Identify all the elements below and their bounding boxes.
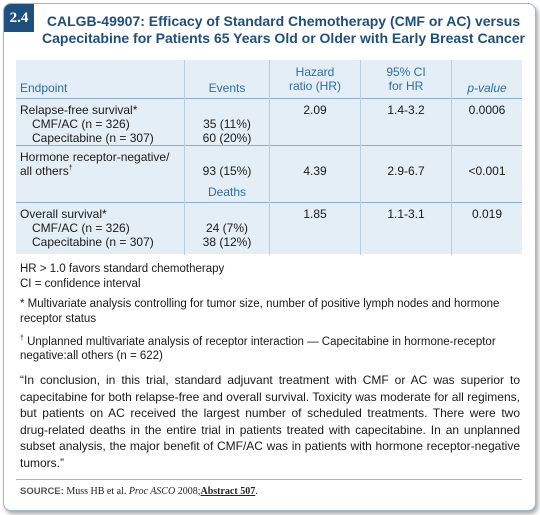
rfs-ci: 1.4-3.2 <box>361 99 452 146</box>
rfs-events <box>185 99 270 146</box>
rfs-arm2-events: 60 (20%) <box>202 131 252 145</box>
header-ci-line1: 95% CI <box>386 65 426 79</box>
hrneg-pvalue: <0.001 <box>452 146 523 183</box>
hrneg-label-line1: Hormone receptor-negative/ <box>20 150 170 164</box>
os-hr: 1.85 <box>270 203 361 256</box>
hrneg-label-line2: all others <box>20 164 69 178</box>
rfs-arm1-label: CMF/AC (n = 326) <box>32 117 130 131</box>
os-arm2-label: Capecitabine (n = 307) <box>32 235 154 249</box>
os-arm1-events: 24 (7%) <box>205 221 249 235</box>
header-ci <box>361 60 452 99</box>
source-end: . <box>255 486 258 497</box>
rfs-label-text: Relapse-free survival* <box>20 103 138 117</box>
title-line-1: CALGB-49907: Efficacy of Standard Chemotherapy (CMF or AC) versus <box>46 13 521 29</box>
header-hr-line2: ratio (HR) <box>288 79 341 93</box>
os-arm2-events: 38 (12%) <box>202 235 252 249</box>
dagger-note-text: Unplanned multivariate analysis of receptor interaction — Capecitabine in hormone-receptor negative:all others (n = 622) <box>20 335 496 363</box>
os-label <box>16 203 185 256</box>
source-text: Muss HB et al. <box>63 486 129 497</box>
abstract-link[interactable]: Abstract 507 <box>200 486 256 497</box>
rfs-label <box>16 99 185 146</box>
results-table <box>16 60 522 254</box>
ci-note: CI = confidence interval <box>20 277 141 290</box>
table-row-rfs <box>16 99 522 146</box>
hrneg-label <box>16 146 185 183</box>
header-pvalue: p-value <box>452 60 523 99</box>
star-note: * Multivariate analysis controlling for tumor size, number of positive lymph nodes and hormone receptor status <box>20 298 500 325</box>
rfs-arm1-events: 35 (11%) <box>203 117 251 131</box>
rfs-pvalue: 0.0006 <box>452 99 523 146</box>
hrneg-ci: 2.9-6.7 <box>361 146 452 183</box>
dagger-note <box>20 332 520 364</box>
table-row-hr-negative <box>16 146 522 183</box>
figure-number-badge: 2.4 <box>4 4 34 32</box>
header-events: Events <box>185 60 270 99</box>
deaths-header: Deaths <box>185 182 270 203</box>
header-endpoint: Endpoint <box>20 81 68 95</box>
figure-title <box>40 13 527 47</box>
source-citation <box>20 486 258 497</box>
header-hazard-ratio <box>270 60 361 99</box>
os-events <box>185 203 270 256</box>
table-header-row <box>16 60 522 99</box>
table-row-os <box>16 203 522 256</box>
source-divider <box>16 479 522 480</box>
figure-card <box>3 3 536 511</box>
dagger-note-symbol: † <box>20 335 24 342</box>
title-line-2: Capecitabine for Patients 65 Years Old or Older with Early Breast Cancer <box>42 30 525 46</box>
conclusion-quote: “In conclusion, in this trial, standard adjuvant treatment with CMF or AC was superior to capecitabine for both relapse-free and overall survival. Toxicity was moderate for all regimens, but patients on AC received the largest number of scheduled treatments. There were two drug-related deaths in the entire trial in patients treated with capecitabine. In an unplanned subset analysis, the major benefit of CMF/AC was in patients with hormone receptor-negative tumors.” <box>20 373 520 470</box>
hrneg-events: 93 (15%) <box>185 146 270 183</box>
deaths-header-row <box>16 182 522 203</box>
header-hr-line1: Hazard <box>295 65 335 79</box>
os-arm1-label: CMF/AC (n = 326) <box>32 221 130 235</box>
os-label-text: Overall survival* <box>20 207 107 221</box>
hrneg-hr: 4.39 <box>270 146 361 183</box>
rfs-hr: 2.09 <box>270 99 361 146</box>
os-ci: 1.1-3.1 <box>361 203 452 256</box>
source-year: 2008; <box>175 486 201 497</box>
hr-note <box>20 262 520 291</box>
rfs-arm2-label: Capecitabine (n = 307) <box>32 131 154 145</box>
source-journal: Proc ASCO <box>128 486 176 497</box>
hr-note-text: HR > 1.0 favors standard chemotherapy <box>20 263 225 275</box>
os-pvalue: 0.019 <box>452 203 523 256</box>
footnotes <box>20 262 520 370</box>
source-label: SOURCE: <box>20 486 64 497</box>
dagger-mark: † <box>68 165 73 172</box>
header-ci-line2: for HR <box>388 79 424 93</box>
